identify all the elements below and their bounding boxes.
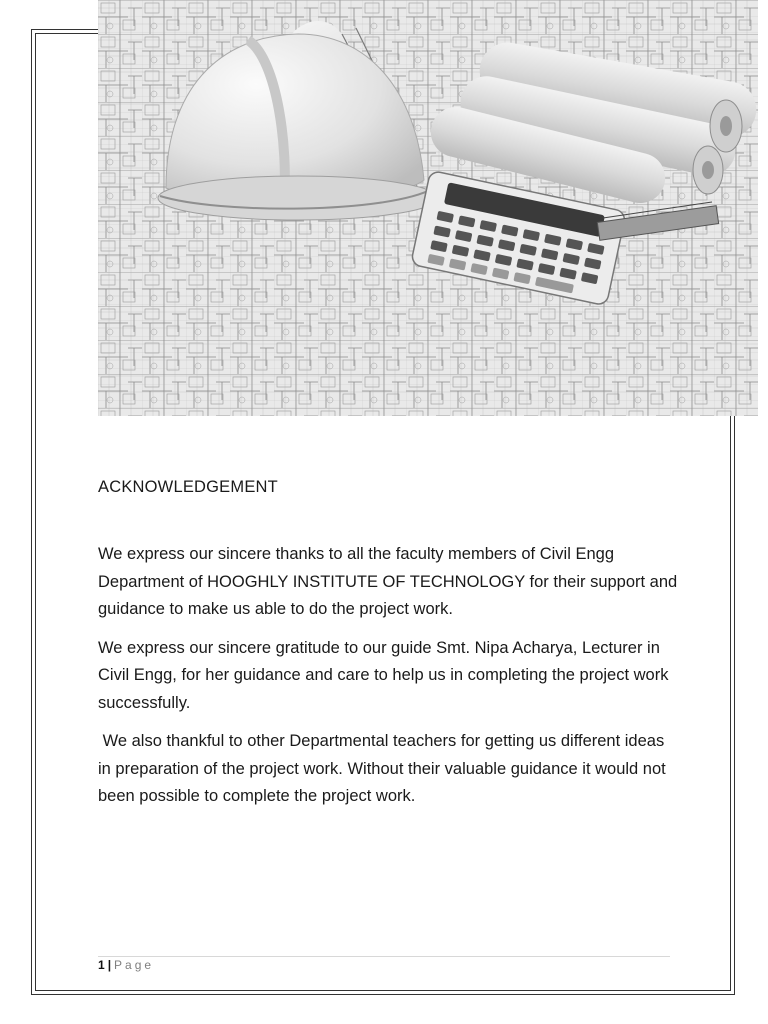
page-number: 1 (98, 958, 105, 972)
page-title: ACKNOWLEDGEMENT (98, 478, 278, 496)
footer-divider (98, 956, 670, 957)
paragraph-teachers-thanks: We also thankful to other Departmental teachers for getting us different ideas in preparation of the project work. Without their valuable guidance it would not been possible to complete the project work. (98, 732, 666, 805)
page-label: Page (114, 958, 155, 972)
footer-separator: | (107, 958, 112, 972)
cover-image (98, 0, 758, 416)
paragraph-guide-gratitude: We express our sincere gratitude to our guide Smt. Nipa Acharya, Lecturer in Civil Engg, for her guidance and care to help us in completing the project work successfully. (98, 638, 669, 712)
paragraph-faculty-thanks: We express our sincere thanks to all the faculty members of Civil Engg Department of HOOGHLY INSTITUTE OF TECHNOLOGY for their support and guidance to make us able to do the project work. (98, 545, 678, 618)
page-footer (98, 958, 154, 972)
document-body (98, 478, 678, 822)
